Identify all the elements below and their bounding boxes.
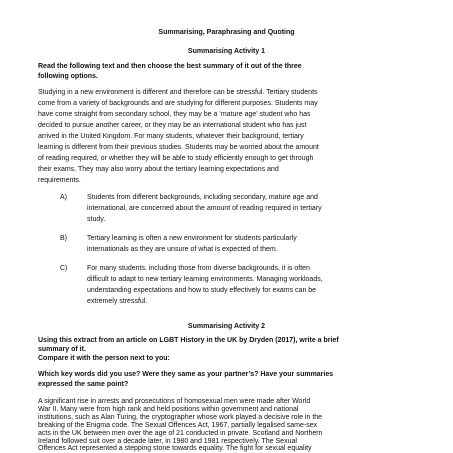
activity2-passage-line: acts in the UK between men over the age of 21 conducted in private. Scotland and Northern bbox=[38, 430, 323, 437]
activity1-passage-line: Studying in a new environment is different and therefore can be stressful. Tertiary students bbox=[38, 89, 318, 96]
option-a-line: Students from different backgrounds, including secondary, mature age and bbox=[87, 194, 318, 201]
activity2-instruction-line: Using this extract from an article on LGBT History in the UK by Dryden (2017), write a brief bbox=[38, 337, 339, 344]
option-c-line: understanding expectations and how to study effectively for exams can be bbox=[87, 287, 317, 294]
activity1-passage-line: their exams. They may also worry about the tertiary learning expectations and bbox=[38, 166, 279, 173]
option-c-line: For many students, including those from diverse backgrounds, it is often bbox=[87, 265, 310, 272]
activity2-passage-line: institutions, such as Alan Turing, the cryptographer whose work played a decisive role in the bbox=[38, 414, 323, 421]
activity2-passage-line: Ireland followed suit over a decade later, in 1980 and 1981 respectively. The Sexual bbox=[38, 438, 297, 445]
option-b-line: Tertiary learning is often a new environment for students particularly bbox=[87, 235, 297, 242]
activity2-instruction-line: summary of it. bbox=[38, 346, 86, 353]
activity1-instruction-line: Read the following text and then choose the best summary of it out of the three bbox=[38, 63, 302, 70]
activity2-passage-line: breaking of the Enigma code. The Sexual Offences Act, 1967, partially legalised same-sex bbox=[38, 422, 318, 429]
document-title: Summarising, Paraphrasing and Quoting bbox=[158, 29, 295, 36]
option-a-letter: A) bbox=[60, 194, 67, 201]
option-c-line: extremely stressful. bbox=[87, 298, 148, 305]
activity1-passage-line: come from a variety of backgrounds and are studying for different purposes. Students may bbox=[38, 100, 318, 107]
activity1-passage-line: of reading required, or whether they will be able to study efficiently enough to get through bbox=[38, 155, 314, 162]
option-c-letter: C) bbox=[60, 265, 68, 272]
activity1-heading: Summarising Activity 1 bbox=[187, 48, 266, 55]
option-a-line: study. bbox=[87, 216, 106, 223]
activity1-passage-line: have come straight from secondary school, they may be a ‘mature age’ student who has bbox=[38, 111, 311, 118]
option-b-letter: B) bbox=[60, 235, 67, 242]
activity1-passage-line: decided to pursue another career, or they may be an international student who has just bbox=[38, 122, 307, 129]
activity2-heading: Summarising Activity 2 bbox=[187, 323, 266, 330]
option-b-line: internationals as they are unsure of what is expected of them. bbox=[87, 246, 278, 253]
activity2-question-line: Which key words did you use? Were they same as your partner’s? Have your summaries bbox=[38, 371, 334, 378]
activity2-question-line: expressed the same point? bbox=[38, 381, 129, 388]
option-a-line: international, are concerned about the amount of reading required in tertiary bbox=[87, 205, 322, 212]
activity1-passage-line: arrived in the United Kingdom. For many students, whatever their background, tertiary bbox=[38, 133, 304, 140]
activity2-passage-line: A significant rise in arrests and prosecutions of homosexual men were made after World bbox=[38, 398, 311, 405]
activity2-instruction-line: Compare it with the person next to you: bbox=[38, 355, 170, 362]
activity2-passage-line: Offences Act represented a stepping stone towards equality. The fight for sexual equality bbox=[38, 445, 312, 452]
activity1-passage-line: learning is different from their previous studies. Students may be worried about the amount bbox=[38, 144, 319, 151]
activity2-passage-line: War II. Many were from high rank and held positions within government and national bbox=[38, 406, 299, 413]
activity1-instruction-line: following options. bbox=[38, 73, 98, 80]
option-c-line: difficult to adapt to new tertiary learning environments. Managing workloads, bbox=[87, 276, 323, 283]
activity1-passage-line: requirements. bbox=[38, 177, 81, 184]
